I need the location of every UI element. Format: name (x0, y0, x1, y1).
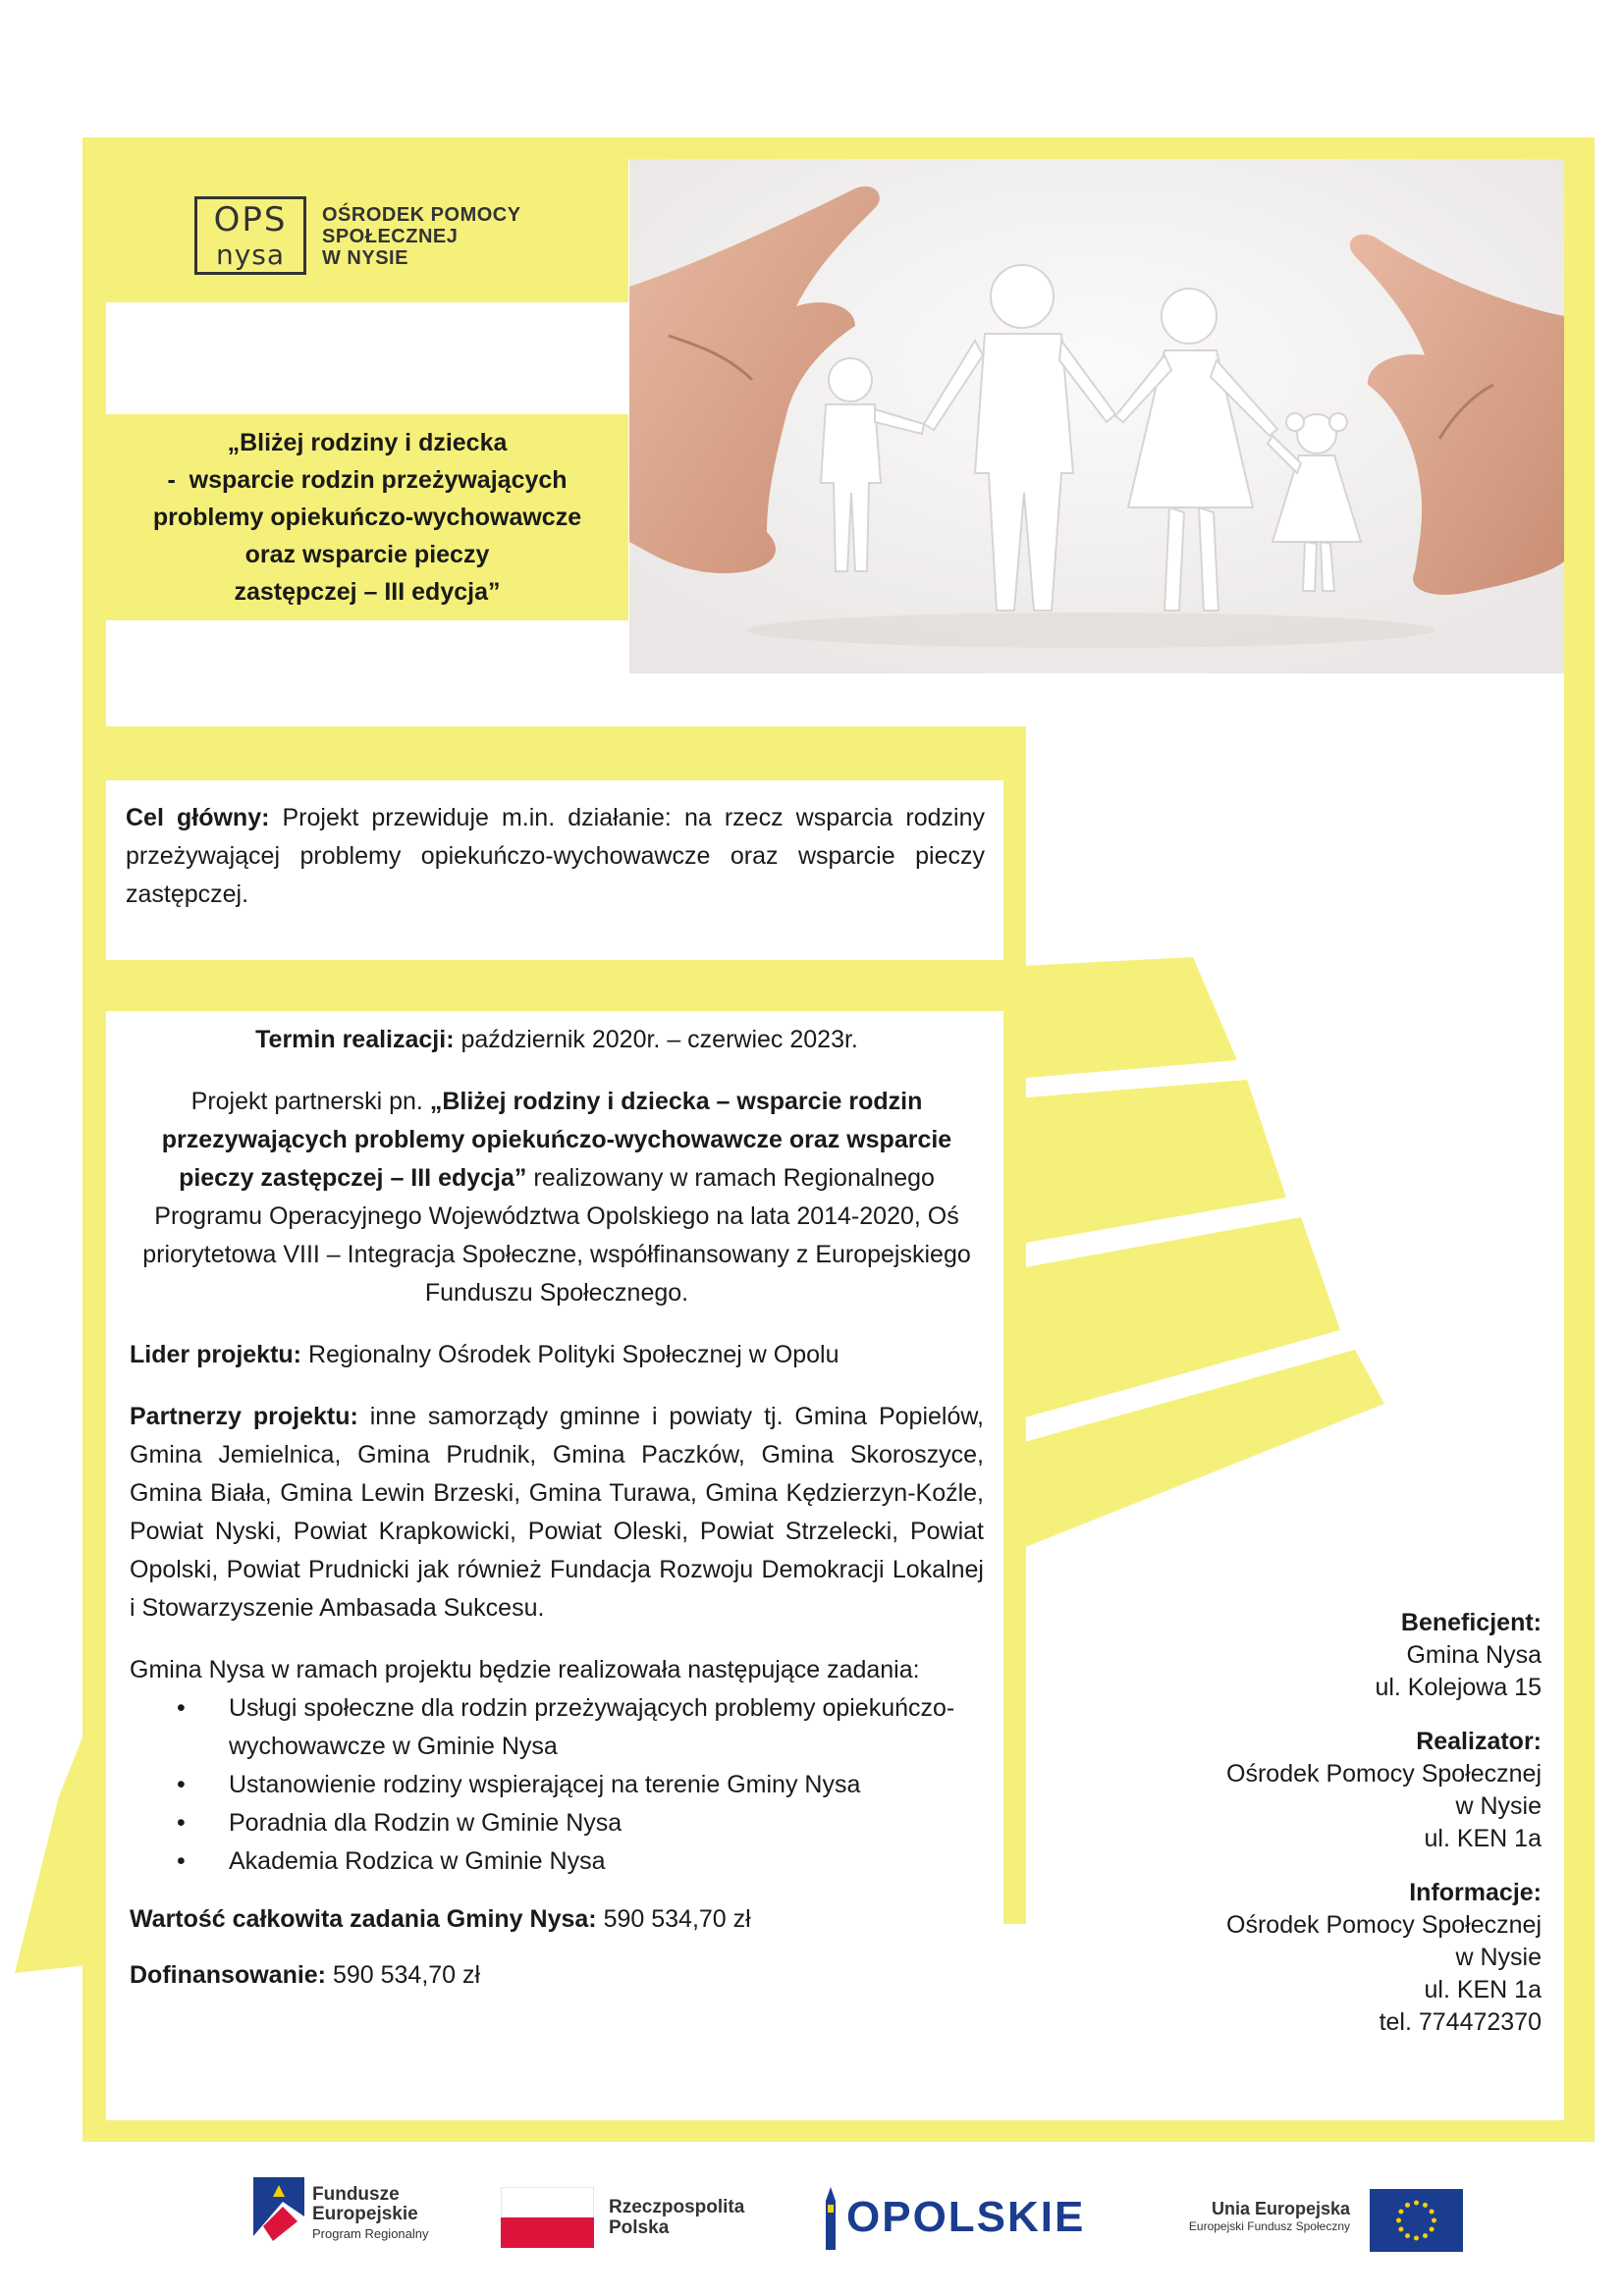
term-text: październik 2020r. – czerwiec 2023r. (454, 1026, 858, 1053)
logo-line: W NYSIE (322, 247, 408, 269)
funding-logos-bar (0, 2160, 1624, 2277)
list-item (130, 1689, 984, 1766)
implementer-line: Ośrodek Pomocy Społecznej (1226, 1760, 1542, 1788)
rp-line: Polska (609, 2217, 670, 2238)
opolskie-tower-icon (820, 2187, 841, 2250)
ops-logo-mark: OPS (213, 200, 288, 240)
list-item (130, 1804, 984, 1842)
fe-line: Europejskie (312, 2204, 418, 2224)
ue-line: Europejski Fundusz Społeczny (1188, 2219, 1350, 2233)
list-item (130, 1766, 984, 1804)
polish-flag-icon (501, 2187, 594, 2248)
rp-line: Rzeczpospolita (609, 2197, 745, 2217)
contact-info (1129, 1607, 1542, 2060)
value-text: 590 534,70 zł (596, 1905, 751, 1933)
implementer-block (1129, 1726, 1542, 1855)
tasks-list (130, 1689, 984, 1881)
project-title (116, 424, 619, 611)
fundusze-europejskie-text (312, 2185, 429, 2244)
ops-logo-text (322, 204, 521, 269)
bullet-icon: • (177, 1847, 186, 1875)
partner-project-prefix: Projekt partnerski pn. (190, 1088, 430, 1115)
rzeczpospolita-text (609, 2197, 744, 2238)
ue-line: Unia Europejska (1211, 2199, 1350, 2218)
partners-text: inne samorządy gminne i powiaty tj. Gmina Popielów, Gmina Jemielnica, Gmina Prudnik, Gmina Paczków, Gmina Skoroszyce, Gmina Biała, Gmina Lewin Brzeski, Gmina Turawa, Gmina Kędzierzyn-Koźle, Powiat Nyski, Powiat Krapkowicki, Powiat Oleski, Powiat Strzelecki, Powiat Opolski, Powiat Prudnicki jak również Fundacja Rozwoju Demokracji Lokalnej i Stowarzyszenie Ambasada Sukcesu. (130, 1403, 984, 1622)
task-text: Usługi społeczne dla rodzin przeżywających problemy opiekuńczo-wychowawcze w Gminie Nysa (229, 1694, 955, 1760)
partner-project-name: „Bliżej rodziny i dziecka – wsparcie rodzin przezywających problemy opiekuńczo-wychowawcze oraz wsparcie pieczy zastępczej – III edycja” (161, 1088, 952, 1192)
family-hands-illustration (629, 159, 1564, 673)
bullet-icon: • (177, 1694, 186, 1722)
fe-line: Fundusze (312, 2184, 400, 2205)
logo-line: OŚRODEK POMOCY (322, 204, 521, 226)
goal-label: Cel główny: (126, 804, 270, 831)
value-paragraph (130, 1900, 984, 1939)
task-text: Akademia Rodzica w Gminie Nysa (229, 1847, 606, 1875)
goal-box (106, 780, 1003, 960)
beneficiary-label: Beneficjent: (1400, 1609, 1542, 1636)
unia-europejska-text (1164, 2199, 1350, 2233)
info-label: Informacje: (1409, 1879, 1542, 1906)
opolskie-text: OPOLSKIE (846, 2193, 1086, 2241)
beneficiary-line: Gmina Nysa (1406, 1641, 1542, 1669)
info-line: Ośrodek Pomocy Społecznej (1226, 1911, 1542, 1939)
term-paragraph (130, 1021, 984, 1059)
info-line: tel. 774472370 (1379, 2008, 1542, 2036)
value-label: Wartość całkowita zadania Gminy Nysa: (130, 1905, 597, 1933)
info-line: ul. KEN 1a (1424, 1976, 1542, 2003)
task-text: Ustanowienie rodziny wspierającej na terenie Gminy Nysa (229, 1771, 861, 1798)
info-block (1129, 1877, 1542, 2039)
implementer-line: ul. KEN 1a (1424, 1825, 1542, 1852)
fe-line: Program Regionalny (312, 2226, 429, 2241)
implementer-line: w Nysie (1455, 1792, 1542, 1820)
leader-text: Regionalny Ośrodek Polityki Społecznej w Opolu (301, 1341, 839, 1368)
term-label: Termin realizacji: (255, 1026, 455, 1053)
tasks-intro: Gmina Nysa w ramach projektu będzie realizowała następujące zadania: (130, 1656, 920, 1683)
info-line: w Nysie (1455, 1944, 1542, 1971)
family-hands-photo (629, 159, 1564, 673)
leader-paragraph (130, 1336, 984, 1374)
list-item (130, 1842, 984, 1881)
beneficiary-line: ul. Kolejowa 15 (1375, 1674, 1542, 1701)
implementer-label: Realizator: (1416, 1728, 1542, 1755)
goal-paragraph (126, 799, 985, 914)
eu-flag-icon (1370, 2189, 1463, 2252)
partner-project-suffix: realizowany w ramach Regionalnego Programu Operacyjnego Województwa Opolskiego na lata 2014-2020, Oś priorytetowa VIII – Integracja Społeczne, współfinansowany z Europejskiego Funduszu Społecznego. (142, 1164, 971, 1307)
task-text: Poradnia dla Rodzin w Gminie Nysa (229, 1809, 623, 1837)
title-line: - wsparcie rodzin przeżywających (167, 466, 568, 494)
funding-paragraph (130, 1956, 984, 1995)
partners-label: Partnerzy projektu: (130, 1403, 358, 1430)
partner-project-paragraph (130, 1083, 984, 1312)
title-line: oraz wsparcie pieczy (244, 541, 490, 568)
bullet-icon: • (177, 1809, 186, 1837)
funding-label: Dofinansowanie: (130, 1961, 327, 1989)
nysa-logo-mark: nysa (215, 239, 286, 271)
beneficiary-block (1129, 1607, 1542, 1704)
fundusze-europejskie-logo-icon (253, 2177, 304, 2254)
main-content-box (106, 1011, 1003, 2106)
logo-line: SPOŁECZNEJ (322, 226, 459, 247)
bullet-icon: • (177, 1771, 186, 1798)
title-line: „Bliżej rodziny i dziecka (227, 429, 508, 456)
partners-paragraph (130, 1398, 984, 1628)
title-line: zastępczej – III edycja” (234, 578, 501, 606)
leader-label: Lider projektu: (130, 1341, 302, 1368)
goal-text: Projekt przewiduje m.in. działanie: na rzecz wsparcia rodziny przeżywającej problemy opiekuńczo-wychowawcze oraz wsparcie pieczy zastępczej. (126, 804, 985, 908)
title-line: problemy opiekuńczo-wychowawcze (152, 504, 582, 531)
main-content (130, 1021, 984, 1995)
funding-text: 590 534,70 zł (326, 1961, 481, 1989)
